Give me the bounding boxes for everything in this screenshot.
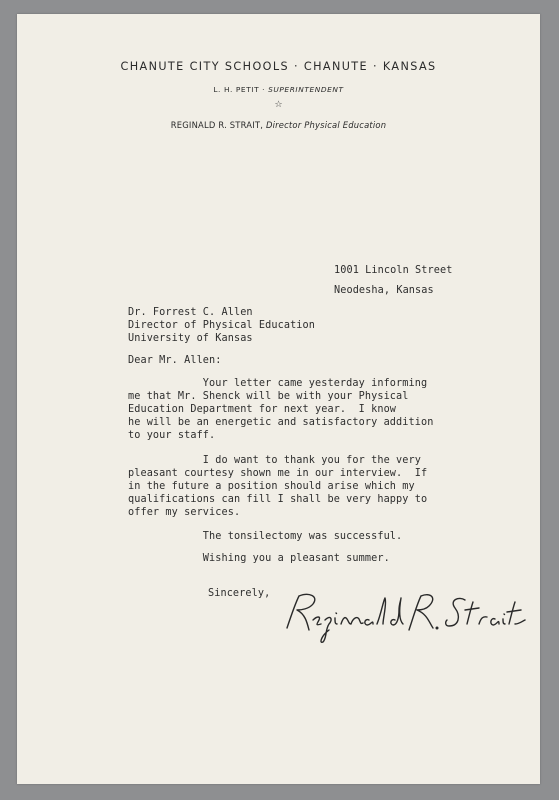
- paragraph-2-line: qualifications can fill I shall be very happy to: [128, 494, 428, 505]
- recipient-name: Dr. Forrest C. Allen: [128, 307, 253, 318]
- paragraph-2-line: pleasant courtesy shown me in our interview. If: [128, 468, 428, 479]
- paragraph-1-line: Your letter came yesterday informing: [128, 378, 428, 389]
- paragraph-1-line: Education Department for next year. I know: [128, 404, 397, 415]
- paragraph-1-line: me that Mr. Shenck will be with your Physical: [128, 391, 409, 402]
- salutation: Dear Mr. Allen:: [128, 355, 222, 366]
- superintendent-title: SUPERINTENDENT: [268, 85, 344, 94]
- paragraph-1-line: he will be an energetic and satisfactory addition: [128, 417, 434, 428]
- superintendent-name: L. H. PETIT ·: [213, 85, 269, 94]
- recipient-title: Director of Physical Education: [128, 320, 316, 331]
- director-title: Director Physical Education: [265, 120, 387, 130]
- star-ornament-icon: ☆: [274, 100, 283, 110]
- recipient-institution: University of Kansas: [128, 333, 253, 344]
- handwritten-signature: [269, 586, 539, 646]
- closing: Sincerely,: [208, 588, 271, 599]
- paragraph-2-line: in the future a position should arise which my: [128, 481, 415, 492]
- paragraph-2-line: offer my services.: [128, 507, 241, 518]
- paragraph-2-line: I do want to thank you for the very: [128, 455, 421, 466]
- paragraph-3: The tonsilectomy was successful.: [128, 531, 403, 542]
- sender-city: Neodesha, Kansas: [334, 285, 434, 296]
- director-name: REGINALD R. STRAIT,: [170, 120, 266, 130]
- letterhead-director: [17, 120, 540, 130]
- letterhead-superintendent: [17, 85, 540, 94]
- letter-paper: [17, 14, 540, 784]
- paragraph-1-line: to your staff.: [128, 430, 216, 441]
- sender-street: 1001 Lincoln Street: [334, 265, 453, 276]
- letterhead-school-name: CHANUTE CITY SCHOOLS · CHANUTE · KANSAS: [120, 60, 437, 73]
- paragraph-4: Wishing you a pleasant summer.: [128, 553, 390, 564]
